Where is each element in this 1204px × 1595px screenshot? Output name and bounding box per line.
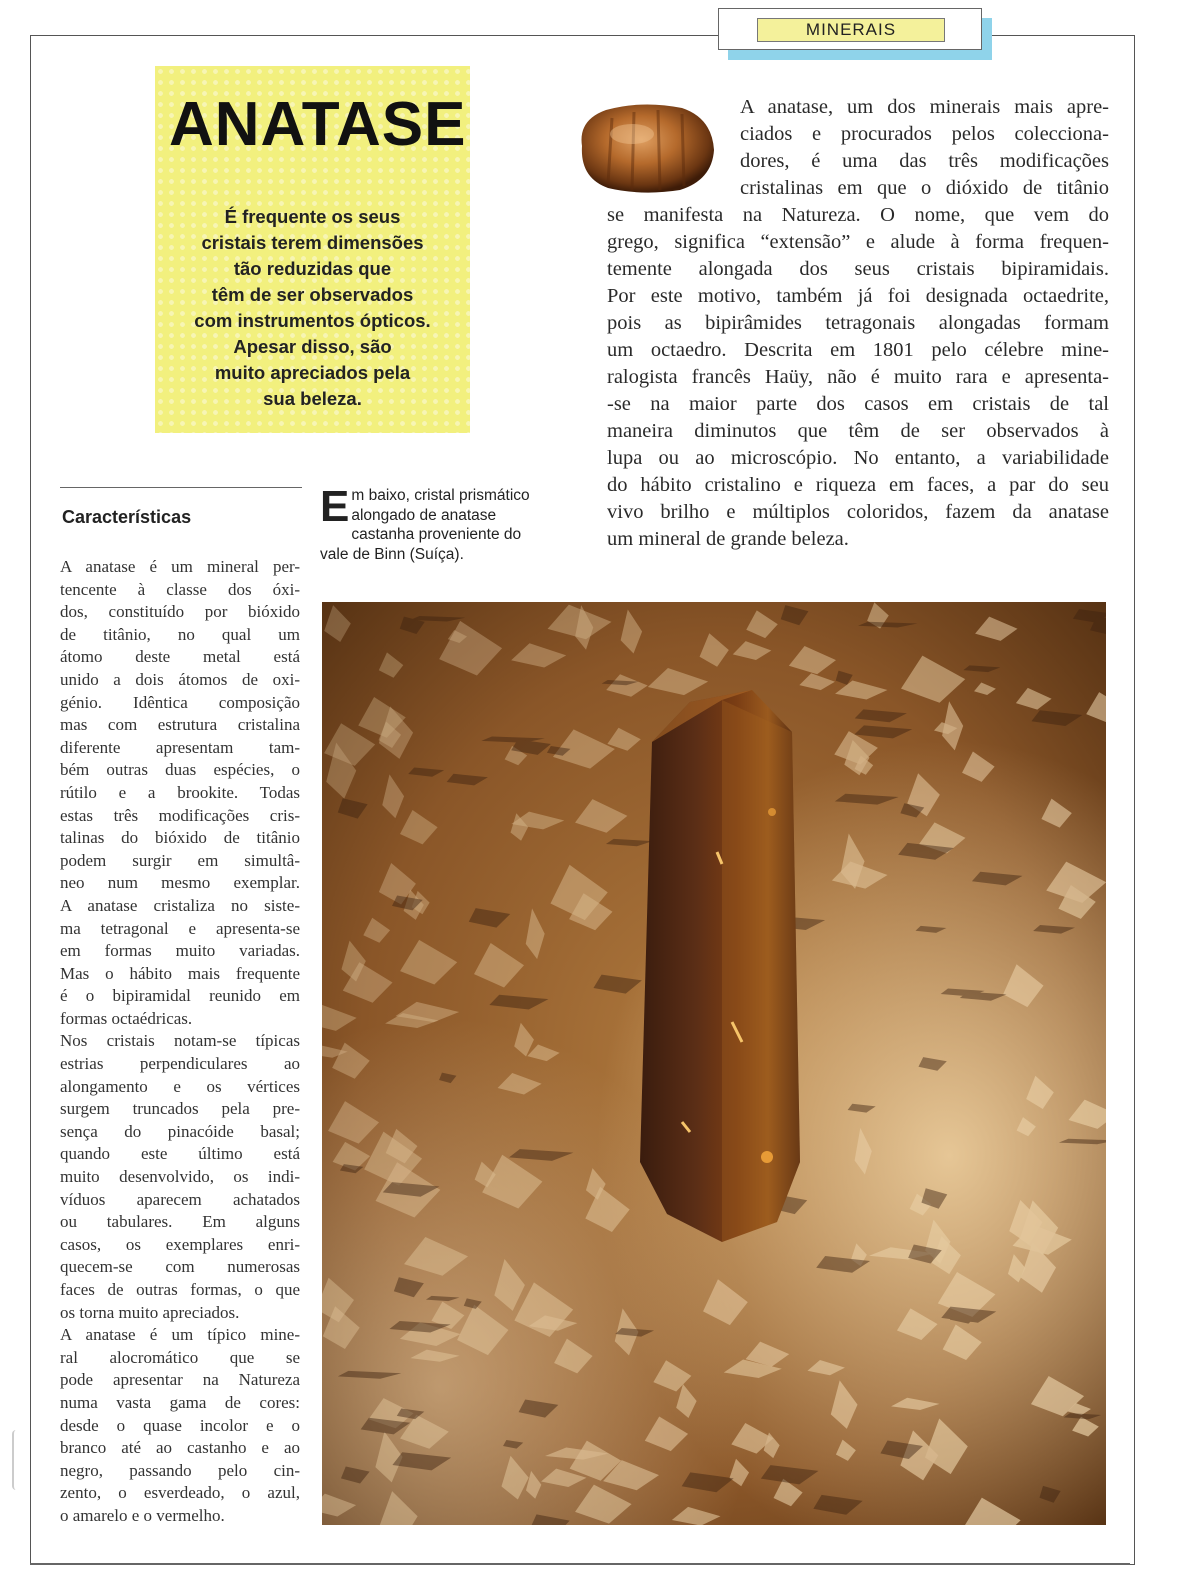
characteristics-line: A anatase é um típico mine- [60,1325,300,1345]
subtitle-line: têm de ser observados [211,284,414,305]
intro-line: dores, é uma das três modificações [740,150,1109,172]
characteristics-line: ou tabulares. Em alguns [60,1212,300,1232]
intro-line: A anatase, um dos minerais mais apre- [740,96,1109,118]
characteristics-line: zento, o esverdeado, o azul, [60,1483,300,1503]
title-subtitle [155,204,470,412]
characteristics-line: formas octaédricas. [60,1008,193,1028]
characteristics-line: víduos aparecem achatados [60,1189,300,1209]
subtitle-line: com instrumentos ópticos. [194,310,431,331]
characteristics-line: ral alocromático que se [60,1347,300,1367]
intro-line: maneira diminutos que têm de ser observados à [607,420,1109,442]
subtitle-line: Apesar disso, são [233,336,392,357]
characteristics-line: estas três modificações cris- [60,805,300,825]
characteristics-line: ma tetragonal e apresenta-se [60,918,300,938]
characteristics-line: muito desenvolvido, os indi- [60,1167,300,1187]
characteristics-line: o amarelo e o vermelho. [60,1505,225,1525]
characteristics-line: branco até ao castanho e ao [60,1438,300,1458]
characteristics-line: génio. Idêntica composição [60,692,300,712]
characteristics-line: tencente à classe dos óxi- [60,579,300,599]
subtitle-line: É frequente os seus [224,206,401,227]
characteristics-line: pode apresentar na Natureza [60,1370,300,1390]
scan-margin-mark [12,1430,20,1490]
section-rule [60,487,302,488]
intro-line: lupa ou ao microscópio. No entanto, a variabilidade [607,447,1109,469]
intro-line: um octaedro. Descrita em 1801 pelo célebre mine- [607,339,1109,361]
caption-line: m baixo, cristal prismático [351,487,530,504]
page-title: ANATASE [169,90,467,159]
section-label: MINERAIS [757,18,945,42]
characteristics-line: bém outras duas espécies, o [60,760,300,780]
characteristics-line: neo num mesmo exemplar. [60,873,300,893]
characteristics-line: alongamento e os vértices [60,1076,300,1096]
characteristics-line: Nos cristais notam-se típicas [60,1031,300,1051]
characteristics-line: de titânio, no qual um [60,624,300,644]
intro-line: cristalinas em que o dióxido de titânio [740,177,1109,199]
intro-line: ralogista francês Haüy, não é muito rara e apresenta- [607,366,1109,388]
section-tab [718,8,982,50]
subtitle-line: tão reduzidas que [233,258,392,279]
characteristics-line: A anatase é um mineral per- [60,557,300,576]
characteristics-text [60,556,300,1528]
caption-line: vale de Binn (Suíça). [320,545,464,563]
characteristics-line: dos, constituído por bióxido [60,602,300,622]
characteristics-line: mas com estrutura cristalina [60,715,300,735]
characteristics-line: podem surgir em simultâ- [60,850,300,870]
intro-line: -se na maior parte dos casos em cristais de tal [607,393,1109,415]
characteristics-line: A anatase cristaliza no siste- [60,895,300,915]
characteristics-line: desde o quase incolor e o [60,1415,300,1435]
subtitle-line: muito apreciados pela [214,362,411,383]
characteristics-line: surgem truncados pela pre- [60,1099,300,1119]
anatase-crystal-photo [322,602,1106,1525]
characteristics-line: talinas do bióxido de titânio [60,828,300,848]
caption-dropcap: E [320,482,350,531]
intro-line: temente alongada dos seus cristais bipiramidais. [607,258,1109,280]
intro-line: pois as bipirâmides tetragonais alongadas formam [607,312,1109,334]
subtitle-line: sua beleza. [263,388,362,409]
intro-line: Por este motivo, também já foi designada octaedrite, [607,285,1109,307]
characteristics-line: faces de outras formas, o que [60,1280,300,1299]
title-box [155,66,470,433]
characteristics-line: é o bipiramidal reunido em [60,986,300,1006]
caption-line: alongado de anatase [351,506,497,524]
characteristics-heading: Características [62,507,192,527]
characteristics-line: rútilo e a brookite. Todas [60,782,300,802]
characteristics-line: em formas muito variadas. [60,941,300,961]
characteristics-line: diferente apresentam tam- [60,737,300,757]
characteristics-line: Mas o hábito mais frequente [60,963,300,983]
intro-line: um mineral de grande beleza. [607,528,849,550]
photo-caption [320,482,556,564]
characteristics-line: numa vasta gama de cores: [60,1392,300,1412]
characteristics-line: casos, os exemplares enri- [60,1234,300,1254]
characteristics-line: os torna muito apreciados. [60,1302,240,1322]
characteristics-line: quando este último está [60,1144,300,1164]
caption-line: castanha proveniente do [351,526,522,543]
characteristics-line: estrias perpendiculares ao [60,1054,300,1074]
characteristics-line: sença do pinacóide basal; [60,1121,300,1141]
characteristics-line: átomo deste metal está [60,647,300,667]
subtitle-line: cristais terem dimensões [201,232,424,253]
characteristics-line: unido a dois átomos de oxi- [60,669,300,689]
intro-line: grego, significa “extensão” e alude à forma frequen- [607,231,1109,253]
page-bottom-rule [30,1563,1130,1565]
characteristics-line: quecem-se com numerosas [60,1257,300,1277]
intro-line: do hábito cristalino e riqueza em faces, a par do seu [607,474,1109,496]
intro-paragraph [607,94,1109,553]
intro-line: vivo brilho e múltiplos coloridos, fazem da anatase [607,501,1109,523]
characteristics-line: negro, passando pelo cin- [60,1460,300,1480]
intro-line: ciados e procurados pelos colecciona- [740,123,1109,145]
intro-line: se manifesta na Natureza. O nome, que vem do [607,204,1109,226]
